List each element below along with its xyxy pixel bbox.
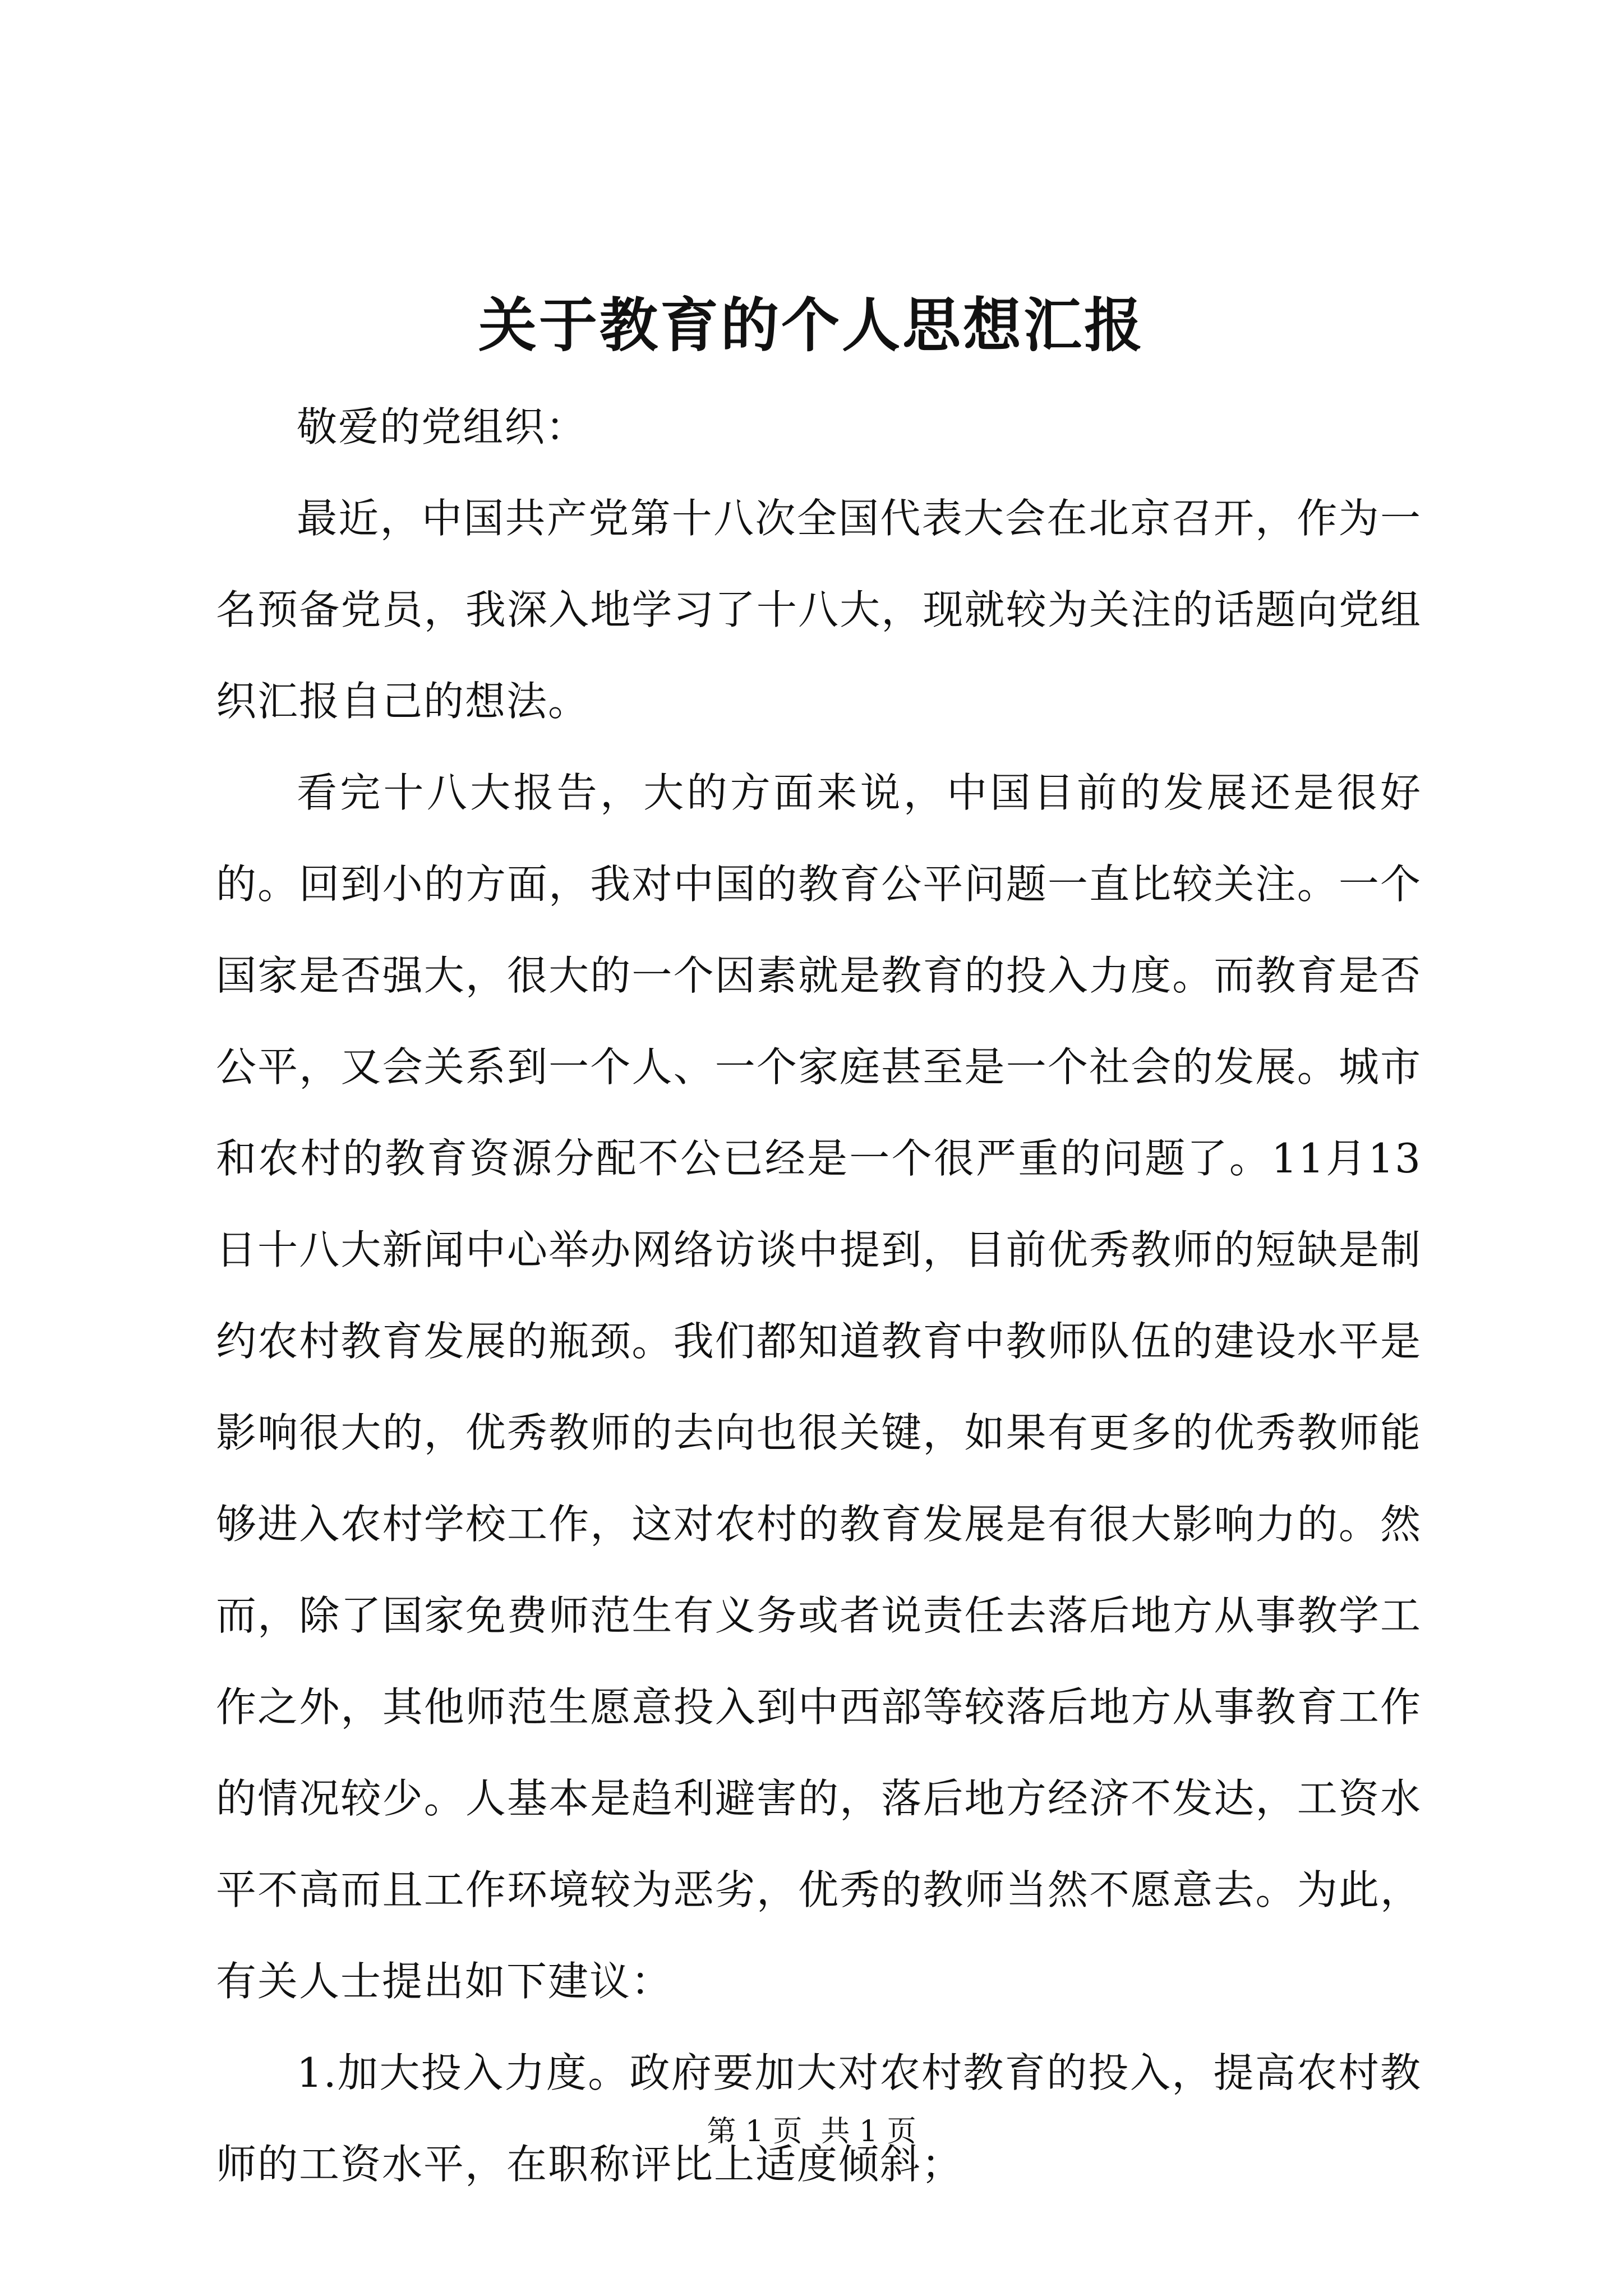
document-body — [216, 381, 1422, 2210]
suggestion-paragraph: 1.加大投入力度。政府要加大对农村教育的投入，提高农村教师的工资水平，在职称评比上适度倾斜； — [216, 2049, 1422, 2188]
document-title: 关于教育的个人思想汇报 — [478, 291, 1145, 360]
intro-paragraph: 最近，中国共产党第十八次全国代表大会在北京召开，作为一名预备党员，我深入地学习了十八大，现就较为关注的话题向党组织汇报自己的想法。 — [216, 495, 1422, 725]
page-number-label: 第 1 页 共 1 页 — [707, 2115, 916, 2148]
page-footer — [0, 2109, 1623, 2154]
main-paragraph: 看完十八大报告，大的方面来说，中国目前的发展还是很好的。回到小的方面，我对中国的教育公平问题一直比较关注。一个国家是否强大，很大的一个因素就是教育的投入力度。而教育是否公平，又会关系到一个人、一个家庭甚至是一个社会的发展。城市和农村的教育资源分配不公已经是一个很严重的问题了。11月13日十八大新闻中心举办网络访谈中提到，目前优秀教师的短缺是制约农村教育发展的瓶颈。我们都知道教育中教师队伍的建设水平是影响很大的，优秀教师的去向也很关键，如果有更多的优秀教师能够进入农村学校工作，这对农村的教育发展是有很大影响力的。然而，除了国家免费师范生有义务或者说责任去落后地方从事教学工作之外，其他师范生愿意投入到中西部等较落后地方从事教育工作的情况较少。人基本是趋利避害的，落后地方经济不发达，工资水平不高而且工作环境较为恶劣，优秀的教师当然不愿意去。为此，有关人士提出如下建议： — [216, 769, 1422, 2005]
salutation-paragraph: 敬爱的党组织： — [297, 403, 588, 450]
